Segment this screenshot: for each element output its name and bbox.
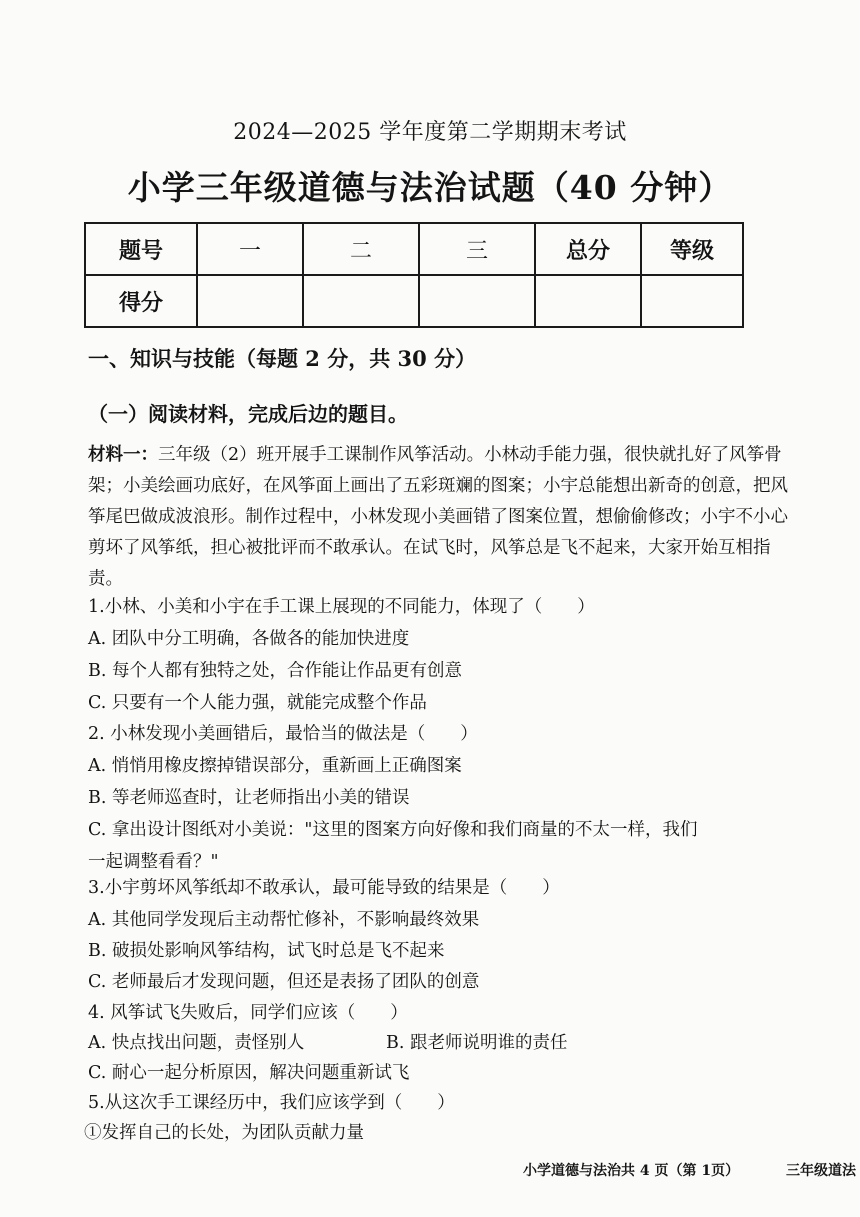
- question-3-stem: 3.小宇剪坏风筝纸却不敢承认，最可能导致的结果是（ ）: [88, 878, 560, 898]
- question-4-stem: 4. 风筝试飞失败后，同学们应该（ ）: [88, 1003, 408, 1023]
- score-table-col-1: 一: [197, 223, 303, 275]
- score-cell-2[interactable]: [303, 275, 419, 327]
- footer-next-page-fragment: 三年级道法: [786, 1163, 856, 1179]
- exam-title: 小学三年级道德与法治试题（40 分钟）: [127, 168, 733, 207]
- score-table-col-total: 总分: [535, 223, 641, 275]
- section-heading: 一、知识与技能（每题 2 分，共 30 分）: [88, 346, 477, 371]
- score-cell-total[interactable]: [535, 275, 641, 327]
- material-paragraph: [88, 440, 800, 595]
- question-1-stem: 1.小林、小美和小宇在手工课上展现的不同能力，体现了（ ）: [88, 597, 595, 617]
- question-3-option-c: C. 老师最后才发现问题，但还是表扬了团队的创意: [88, 972, 480, 992]
- score-table-header-row: [85, 223, 743, 275]
- question-5-item-1: ①发挥自己的长处，为团队贡献力量: [84, 1123, 364, 1143]
- score-cell-1[interactable]: [197, 275, 303, 327]
- exam-subtitle: 2024—2025 学年度第二学期期末考试: [233, 120, 627, 145]
- question-2-option-b: B. 等老师巡查时，让老师指出小美的错误: [88, 788, 410, 808]
- score-table-col-grade: 等级: [641, 223, 743, 275]
- question-1-option-a: A. 团队中分工明确，各做各的能加快进度: [88, 629, 410, 649]
- score-table-row-header: 题号: [85, 223, 197, 275]
- score-cell-grade[interactable]: [641, 275, 743, 327]
- score-table-score-row: [85, 275, 743, 327]
- score-cell-3[interactable]: [419, 275, 535, 327]
- question-2-option-c-continued: 一起调整看看？": [88, 852, 219, 872]
- question-5-stem: 5.从这次手工课经历中，我们应该学到（ ）: [88, 1093, 455, 1113]
- question-3-option-a: A. 其他同学发现后主动帮忙修补，不影响最终效果: [88, 910, 480, 930]
- footer-page-info: 小学道德与法治共 4 页（第 1页）: [523, 1163, 740, 1179]
- material-label: 材料一：: [88, 445, 158, 465]
- score-table-col-3: 三: [419, 223, 535, 275]
- question-4-option-b: B. 跟老师说明谁的责任: [386, 1033, 568, 1053]
- question-2-option-c: C. 拿出设计图纸对小美说："这里的图案方向好像和我们商量的不太一样，我们: [88, 820, 698, 840]
- question-1-option-c: C. 只要有一个人能力强，就能完成整个作品: [88, 693, 427, 713]
- question-3-option-b: B. 破损处影响风筝结构，试飞时总是飞不起来: [88, 941, 445, 961]
- score-table: [84, 222, 744, 328]
- question-1-option-b: B. 每个人都有独特之处，合作能让作品更有创意: [88, 661, 462, 681]
- material-text: 三年级（2）班开展手工课制作风筝活动。小林动手能力强，很快就扎好了风筝骨架；小美绘画功底好，在风筝面上画出了五彩斑斓的图案；小宇总能想出新奇的创意，把风筝尾巴做成波浪形。制作过程中，小林发现小美画错了图案位置，想偷偷修改；小宇不小心剪坏了风筝纸，担心被批评而不敢承认。在试飞时，风筝总是飞不起来，大家开始互相指责。: [88, 445, 788, 589]
- question-4-option-a: A. 快点找出问题，责怪别人: [88, 1033, 305, 1053]
- score-table-col-2: 二: [303, 223, 419, 275]
- question-2-stem: 2. 小林发现小美画错后，最恰当的做法是（ ）: [88, 724, 478, 744]
- score-table-score-label: 得分: [85, 275, 197, 327]
- question-2-option-a: A. 悄悄用橡皮擦掉错误部分，重新画上正确图案: [88, 756, 462, 776]
- question-4-option-c: C. 耐心一起分析原因，解决问题重新试飞: [88, 1063, 410, 1083]
- section-subheading: （一）阅读材料，完成后边的题目。: [88, 402, 408, 426]
